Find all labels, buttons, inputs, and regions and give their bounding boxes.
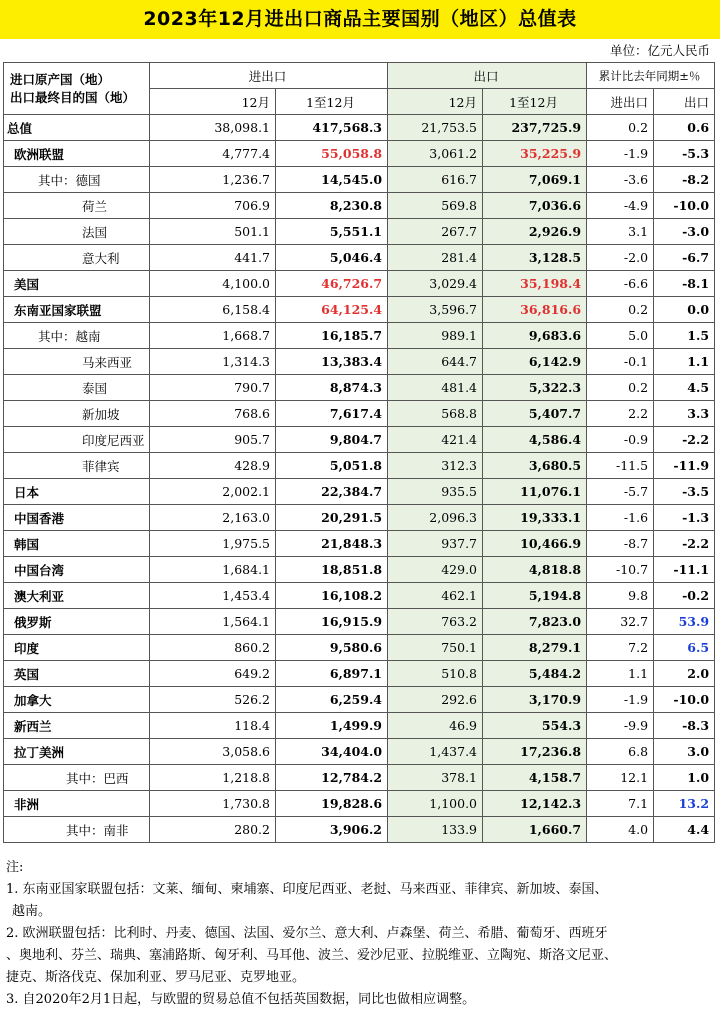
note-2c: 捷克、斯洛伐克、保加利亚、罗马尼亚、克罗地亚。: [6, 970, 306, 985]
table-row: [4, 115, 715, 141]
trade-dec-cell: 1,730.8: [150, 791, 276, 817]
yoy-export-cell: -10.0: [654, 687, 715, 713]
export-jan-dec-cell: 5,407.7: [483, 401, 587, 427]
yoy-trade-cell: 0.2: [587, 297, 654, 323]
table-row: [4, 245, 715, 271]
export-jan-dec-cell: 2,926.9: [483, 219, 587, 245]
yoy-trade-cell: 4.0: [587, 817, 654, 843]
row-name: 美国: [4, 271, 150, 297]
export-jan-dec-cell: 17,236.8: [483, 739, 587, 765]
yoy-export-cell: -6.7: [654, 245, 715, 271]
trade-jan-dec-cell: 6,259.4: [276, 687, 388, 713]
trade-dec-cell: 428.9: [150, 453, 276, 479]
trade-dec-cell: 501.1: [150, 219, 276, 245]
export-dec-cell: 935.5: [388, 479, 483, 505]
yoy-export-cell: 0.0: [654, 297, 715, 323]
export-dec-cell: 1,437.4: [388, 739, 483, 765]
export-dec-cell: 763.2: [388, 609, 483, 635]
export-dec-cell: 510.8: [388, 661, 483, 687]
trade-jan-dec-cell: 14,545.0: [276, 167, 388, 193]
table-row: [4, 453, 715, 479]
yoy-export-cell: -2.2: [654, 531, 715, 557]
yoy-trade-cell: 32.7: [587, 609, 654, 635]
export-jan-dec-cell: 7,823.0: [483, 609, 587, 635]
row-name: 法国: [4, 219, 150, 245]
export-jan-dec-cell: 3,170.9: [483, 687, 587, 713]
row-name: 中国台湾: [4, 557, 150, 583]
yoy-export-cell: -8.1: [654, 271, 715, 297]
export-dec-cell: 421.4: [388, 427, 483, 453]
trade-jan-dec-cell: 12,784.2: [276, 765, 388, 791]
export-jan-dec-cell: 19,333.1: [483, 505, 587, 531]
export-jan-dec-cell: 11,076.1: [483, 479, 587, 505]
unit-label: 单位：亿元人民币: [609, 43, 710, 58]
yoy-export-cell: 13.2: [654, 791, 715, 817]
yoy-export-cell: -0.2: [654, 583, 715, 609]
header-trade-dec: 12月: [150, 89, 276, 115]
export-jan-dec-cell: 8,279.1: [483, 635, 587, 661]
export-jan-dec-cell: 35,198.4: [483, 271, 587, 297]
trade-dec-cell: 4,100.0: [150, 271, 276, 297]
yoy-export-cell: 4.5: [654, 375, 715, 401]
row-name: 其中：巴西: [4, 765, 150, 791]
trade-dec-cell: 905.7: [150, 427, 276, 453]
trade-dec-cell: 118.4: [150, 713, 276, 739]
yoy-trade-cell: 9.8: [587, 583, 654, 609]
export-dec-cell: 3,061.2: [388, 141, 483, 167]
yoy-export-cell: 3.0: [654, 739, 715, 765]
trade-jan-dec-cell: 22,384.7: [276, 479, 388, 505]
yoy-trade-cell: -9.9: [587, 713, 654, 739]
table-row: [4, 713, 715, 739]
trade-dec-cell: 1,236.7: [150, 167, 276, 193]
yoy-export-cell: 1.0: [654, 765, 715, 791]
table-row: [4, 505, 715, 531]
table-row: [4, 219, 715, 245]
trade-jan-dec-cell: 16,108.2: [276, 583, 388, 609]
table-row: [4, 557, 715, 583]
row-name: 总值: [4, 115, 150, 141]
trade-dec-cell: 38,098.1: [150, 115, 276, 141]
export-dec-cell: 569.8: [388, 193, 483, 219]
yoy-export-cell: -8.2: [654, 167, 715, 193]
notes-label: 注:: [6, 860, 24, 875]
trade-jan-dec-cell: 8,874.3: [276, 375, 388, 401]
trade-jan-dec-cell: 16,915.9: [276, 609, 388, 635]
export-jan-dec-cell: 4,158.7: [483, 765, 587, 791]
export-jan-dec-cell: 7,069.1: [483, 167, 587, 193]
trade-dec-cell: 1,218.8: [150, 765, 276, 791]
export-dec-cell: 292.6: [388, 687, 483, 713]
table-row: [4, 739, 715, 765]
trade-jan-dec-cell: 3,906.2: [276, 817, 388, 843]
trade-dec-cell: 649.2: [150, 661, 276, 687]
yoy-export-cell: -5.3: [654, 141, 715, 167]
yoy-trade-cell: -0.1: [587, 349, 654, 375]
trade-jan-dec-cell: 8,230.8: [276, 193, 388, 219]
yoy-trade-cell: 1.1: [587, 661, 654, 687]
table-row: [4, 349, 715, 375]
yoy-trade-cell: -4.9: [587, 193, 654, 219]
export-dec-cell: 267.7: [388, 219, 483, 245]
trade-jan-dec-cell: 5,046.4: [276, 245, 388, 271]
table-row: [4, 193, 715, 219]
export-jan-dec-cell: 10,466.9: [483, 531, 587, 557]
header-export-dec: 12月: [388, 89, 483, 115]
row-name: 英国: [4, 661, 150, 687]
table-row: [4, 817, 715, 843]
export-dec-cell: 3,029.4: [388, 271, 483, 297]
row-name: 韩国: [4, 531, 150, 557]
trade-dec-cell: 790.7: [150, 375, 276, 401]
export-jan-dec-cell: 5,322.3: [483, 375, 587, 401]
trade-jan-dec-cell: 7,617.4: [276, 401, 388, 427]
row-name: 意大利: [4, 245, 150, 271]
row-name: 新西兰: [4, 713, 150, 739]
row-name: 其中：南非: [4, 817, 150, 843]
row-name: 加拿大: [4, 687, 150, 713]
table-row: [4, 583, 715, 609]
table-row: [4, 375, 715, 401]
yoy-export-cell: 53.9: [654, 609, 715, 635]
table-row: [4, 297, 715, 323]
yoy-trade-cell: -5.7: [587, 479, 654, 505]
yoy-export-cell: 6.5: [654, 635, 715, 661]
trade-dec-cell: 1,668.7: [150, 323, 276, 349]
table-row: [4, 687, 715, 713]
yoy-trade-cell: 0.2: [587, 115, 654, 141]
export-dec-cell: 644.7: [388, 349, 483, 375]
yoy-export-cell: -10.0: [654, 193, 715, 219]
export-jan-dec-cell: 1,660.7: [483, 817, 587, 843]
trade-jan-dec-cell: 20,291.5: [276, 505, 388, 531]
trade-dec-cell: 2,002.1: [150, 479, 276, 505]
export-dec-cell: 989.1: [388, 323, 483, 349]
export-jan-dec-cell: 4,586.4: [483, 427, 587, 453]
trade-dec-cell: 280.2: [150, 817, 276, 843]
trade-dec-cell: 768.6: [150, 401, 276, 427]
yoy-trade-cell: 0.2: [587, 375, 654, 401]
trade-jan-dec-cell: 46,726.7: [276, 271, 388, 297]
table-row: [4, 609, 715, 635]
trade-jan-dec-cell: 5,551.1: [276, 219, 388, 245]
trade-jan-dec-cell: 55,058.8: [276, 141, 388, 167]
yoy-trade-cell: 5.0: [587, 323, 654, 349]
yoy-trade-cell: -6.6: [587, 271, 654, 297]
trade-jan-dec-cell: 417,568.3: [276, 115, 388, 141]
yoy-trade-cell: -1.6: [587, 505, 654, 531]
yoy-export-cell: -3.0: [654, 219, 715, 245]
trade-jan-dec-cell: 34,404.0: [276, 739, 388, 765]
export-jan-dec-cell: 5,484.2: [483, 661, 587, 687]
yoy-export-cell: -3.5: [654, 479, 715, 505]
table-body: [4, 115, 715, 843]
export-dec-cell: 133.9: [388, 817, 483, 843]
export-jan-dec-cell: 36,816.6: [483, 297, 587, 323]
trade-jan-dec-cell: 64,125.4: [276, 297, 388, 323]
export-dec-cell: 2,096.3: [388, 505, 483, 531]
export-dec-cell: 750.1: [388, 635, 483, 661]
export-dec-cell: 937.7: [388, 531, 483, 557]
trade-dec-cell: 1,975.5: [150, 531, 276, 557]
table-row: [4, 427, 715, 453]
table-row: [4, 167, 715, 193]
export-jan-dec-cell: 554.3: [483, 713, 587, 739]
yoy-export-cell: 1.1: [654, 349, 715, 375]
export-jan-dec-cell: 12,142.3: [483, 791, 587, 817]
export-dec-cell: 312.3: [388, 453, 483, 479]
yoy-trade-cell: 7.1: [587, 791, 654, 817]
row-name: 中国香港: [4, 505, 150, 531]
notes: [0, 843, 720, 1011]
yoy-trade-cell: 12.1: [587, 765, 654, 791]
header-trade: 进出口: [150, 63, 388, 89]
header-country-line1: 进口原产国（地）: [10, 71, 111, 87]
header-trade-jan-dec: 1至12月: [276, 89, 388, 115]
table-row: [4, 401, 715, 427]
export-dec-cell: 568.8: [388, 401, 483, 427]
export-dec-cell: 46.9: [388, 713, 483, 739]
header-yoy-export: 出口: [654, 89, 715, 115]
header-yoy-trade: 进出口: [587, 89, 654, 115]
row-name: 欧洲联盟: [4, 141, 150, 167]
yoy-trade-cell: 6.8: [587, 739, 654, 765]
export-jan-dec-cell: 5,194.8: [483, 583, 587, 609]
export-dec-cell: 1,100.0: [388, 791, 483, 817]
trade-dec-cell: 3,058.6: [150, 739, 276, 765]
export-dec-cell: 378.1: [388, 765, 483, 791]
row-name: 东南亚国家联盟: [4, 297, 150, 323]
export-dec-cell: 3,596.7: [388, 297, 483, 323]
yoy-trade-cell: -1.9: [587, 687, 654, 713]
row-name: 其中：德国: [4, 167, 150, 193]
yoy-export-cell: 0.6: [654, 115, 715, 141]
table-row: [4, 479, 715, 505]
yoy-export-cell: -2.2: [654, 427, 715, 453]
row-name: 荷兰: [4, 193, 150, 219]
yoy-export-cell: 2.0: [654, 661, 715, 687]
table-row: [4, 661, 715, 687]
row-name: 拉丁美洲: [4, 739, 150, 765]
row-name: 俄罗斯: [4, 609, 150, 635]
yoy-trade-cell: -10.7: [587, 557, 654, 583]
yoy-trade-cell: -8.7: [587, 531, 654, 557]
yoy-export-cell: 1.5: [654, 323, 715, 349]
table-row: [4, 791, 715, 817]
export-jan-dec-cell: 237,725.9: [483, 115, 587, 141]
row-name: 马来西亚: [4, 349, 150, 375]
export-dec-cell: 616.7: [388, 167, 483, 193]
export-dec-cell: 281.4: [388, 245, 483, 271]
trade-dec-cell: 706.9: [150, 193, 276, 219]
export-jan-dec-cell: 3,128.5: [483, 245, 587, 271]
trade-jan-dec-cell: 9,804.7: [276, 427, 388, 453]
yoy-export-cell: 3.3: [654, 401, 715, 427]
trade-dec-cell: 1,564.1: [150, 609, 276, 635]
yoy-export-cell: -8.3: [654, 713, 715, 739]
trade-dec-cell: 1,314.3: [150, 349, 276, 375]
row-name: 印度: [4, 635, 150, 661]
export-jan-dec-cell: 9,683.6: [483, 323, 587, 349]
yoy-export-cell: -11.1: [654, 557, 715, 583]
export-jan-dec-cell: 4,818.8: [483, 557, 587, 583]
note-2a: 2. 欧洲联盟包括：比利时、丹麦、德国、法国、爱尔兰、意大利、卢森堡、荷兰、希腊、葡萄牙、西班牙: [6, 926, 608, 941]
row-name: 其中：越南: [4, 323, 150, 349]
header-country: [4, 63, 150, 115]
row-name: 菲律宾: [4, 453, 150, 479]
yoy-trade-cell: -11.5: [587, 453, 654, 479]
trade-jan-dec-cell: 6,897.1: [276, 661, 388, 687]
note-2b: 、奥地利、芬兰、瑞典、塞浦路斯、匈牙利、马耳他、波兰、爱沙尼亚、拉脱维亚、立陶宛、斯洛文尼亚、: [6, 948, 618, 963]
export-dec-cell: 21,753.5: [388, 115, 483, 141]
header-export-jan-dec: 1至12月: [483, 89, 587, 115]
trade-dec-cell: 2,163.0: [150, 505, 276, 531]
export-jan-dec-cell: 35,225.9: [483, 141, 587, 167]
trade-dec-cell: 1,684.1: [150, 557, 276, 583]
trade-dec-cell: 6,158.4: [150, 297, 276, 323]
export-jan-dec-cell: 6,142.9: [483, 349, 587, 375]
row-name: 泰国: [4, 375, 150, 401]
trade-jan-dec-cell: 19,828.6: [276, 791, 388, 817]
table-row: [4, 323, 715, 349]
trade-dec-cell: 441.7: [150, 245, 276, 271]
header-country-line2: 出口最终目的国（地）: [10, 89, 136, 105]
trade-jan-dec-cell: 16,185.7: [276, 323, 388, 349]
yoy-trade-cell: 7.2: [587, 635, 654, 661]
trade-dec-cell: 526.2: [150, 687, 276, 713]
trade-table: [3, 62, 715, 843]
trade-dec-cell: 860.2: [150, 635, 276, 661]
page-title: 2023年12月进出口商品主要国别（地区）总值表: [0, 0, 720, 39]
row-name: 非洲: [4, 791, 150, 817]
trade-jan-dec-cell: 21,848.3: [276, 531, 388, 557]
note-1a: 1. 东南亚国家联盟包括：文莱、缅甸、柬埔寨、印度尼西亚、老挝、马来西亚、菲律宾、新加坡、泰国、: [6, 882, 608, 897]
table-row: [4, 531, 715, 557]
yoy-trade-cell: -2.0: [587, 245, 654, 271]
export-dec-cell: 481.4: [388, 375, 483, 401]
yoy-trade-cell: -0.9: [587, 427, 654, 453]
row-name: 澳大利亚: [4, 583, 150, 609]
trade-jan-dec-cell: 1,499.9: [276, 713, 388, 739]
yoy-trade-cell: -3.6: [587, 167, 654, 193]
export-jan-dec-cell: 3,680.5: [483, 453, 587, 479]
trade-jan-dec-cell: 5,051.8: [276, 453, 388, 479]
trade-dec-cell: 1,453.4: [150, 583, 276, 609]
row-name: 新加坡: [4, 401, 150, 427]
table-row: [4, 271, 715, 297]
export-jan-dec-cell: 7,036.6: [483, 193, 587, 219]
header-yoy: 累计比去年同期±％: [587, 63, 715, 89]
yoy-export-cell: -11.9: [654, 453, 715, 479]
row-name: 日本: [4, 479, 150, 505]
row-name: 印度尼西亚: [4, 427, 150, 453]
note-1b: 越南。: [12, 904, 52, 919]
yoy-export-cell: -1.3: [654, 505, 715, 531]
trade-jan-dec-cell: 9,580.6: [276, 635, 388, 661]
header-export: 出口: [388, 63, 587, 89]
table-row: [4, 141, 715, 167]
trade-jan-dec-cell: 13,383.4: [276, 349, 388, 375]
table-row: [4, 765, 715, 791]
export-dec-cell: 462.1: [388, 583, 483, 609]
yoy-trade-cell: 3.1: [587, 219, 654, 245]
trade-jan-dec-cell: 18,851.8: [276, 557, 388, 583]
export-dec-cell: 429.0: [388, 557, 483, 583]
note-3: 3. 自2020年2月1日起，与欧盟的贸易总值不包括英国数据，同比也做相应调整。: [6, 992, 476, 1007]
table-row: [4, 635, 715, 661]
yoy-trade-cell: -1.9: [587, 141, 654, 167]
trade-dec-cell: 4,777.4: [150, 141, 276, 167]
yoy-trade-cell: 2.2: [587, 401, 654, 427]
yoy-export-cell: 4.4: [654, 817, 715, 843]
